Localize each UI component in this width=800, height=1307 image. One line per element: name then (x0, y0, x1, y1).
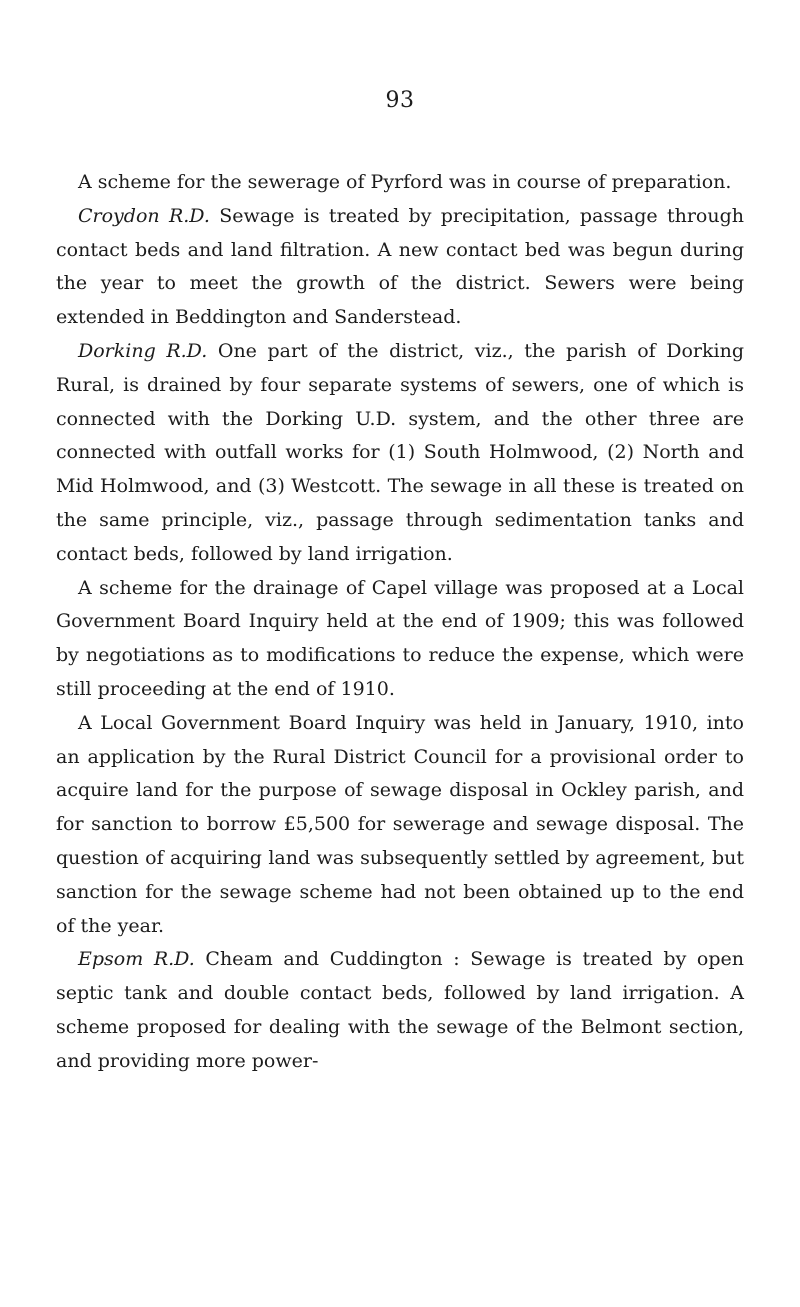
page-body (56, 166, 744, 1079)
district-heading-croydon: Croydon R.D. (78, 204, 210, 227)
paragraph-text: A scheme for the sewerage of Pyrford was in course of preparation. (78, 171, 732, 193)
paragraph-text: Sewage is treated by precipitation, passage through contact beds and land filtration. A new contact bed was begun during the year to meet the growth of the district. Sewers were being extended in Beddington and Sanderstead. (56, 204, 744, 329)
paragraph-text: A Local Government Board Inquiry was held in January, 1910, into an application by the Rural District Council for a provisional order to acquire land for the purpose of sewage disposal in Ockley parish, and for sanction to borrow £5,500 for sewerage and sewage disposal. The question of acquiring land was subsequently settled by agreement, but sanction for the sewage scheme had not been obtained up to the end of the year. (56, 711, 744, 937)
paragraph-epsom (56, 943, 744, 1078)
paragraph-croydon (56, 200, 744, 335)
paragraph-pyrford (56, 166, 744, 200)
paragraph-text: A scheme for the drainage of Capel village was proposed at a Local Government Board Inquiry held at the end of 1909; this was followed by negotiations as to modifications to reduce the expense, which were still proceeding at the end of 1910. (56, 576, 744, 700)
paragraph-dorking (56, 335, 744, 572)
district-heading-dorking: Dorking R.D. (78, 339, 208, 362)
paragraph-ockley (56, 707, 744, 944)
paragraph-text: Cheam and Cuddington : Sewage is treated by open septic tank and double contact beds, followed by land irrigation. A scheme proposed for dealing with the sewage of the Belmont section, and providing more power- (56, 948, 745, 1072)
district-heading-epsom: Epsom R.D. (78, 948, 195, 971)
paragraph-text: One part of the district, viz., the parish of Dorking Rural, is drained by four separate systems of sewers, one of which is connected with the Dorking U.D. system, and the other three are connected with outfall works for (1) South Holmwood, (2) North and Mid Holmwood, and (3) Westcott. The sewage in all these is treated on the same principle, viz., passage through sedimentation tanks and contact beds, followed by land irrigation. (56, 339, 744, 565)
paragraph-capel (56, 572, 744, 707)
page-number: 93 (385, 88, 415, 113)
